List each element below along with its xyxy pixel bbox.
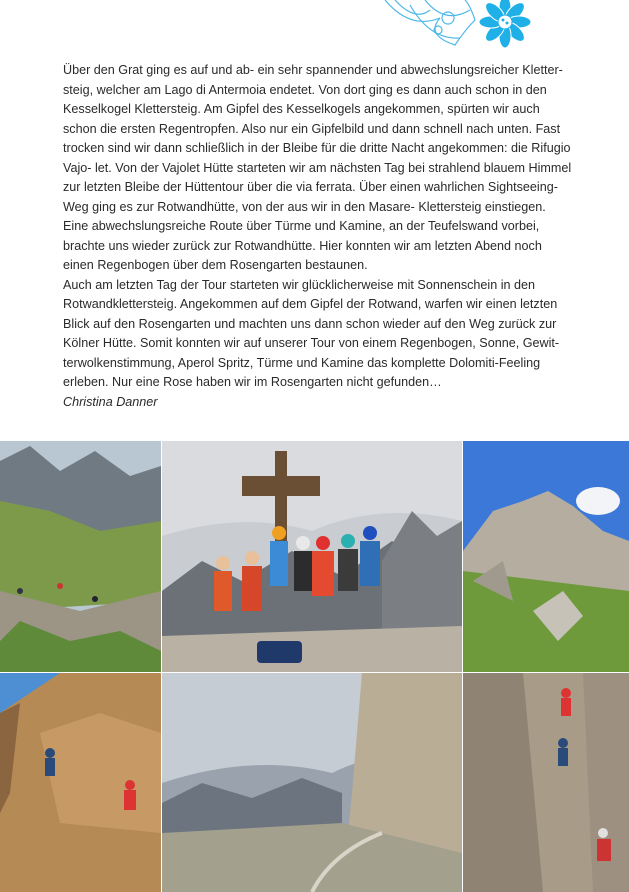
article-paragraph-3: Auch am letzten Tag der Tour starteten wir glücklicherweise mit Sonnenschein in den Rotwandklettersteig. Angekommen auf dem Gipfel der Rotwand, warfen wir einen letzten Blick auf den Rosengarten und machten uns dann schon wieder auf den Weg zurück zur Kölner Hütte. Somit konnten wir auf unserer Tour von einem Regenbogen, Sonne, Gewit- terwolkenstimmung, Aperol Spritz, Türme und Kamine das komplette Dolomiti-Feeling erleben. Nur eine Rose haben wir im Rosengarten nicht gefunden… xyxy=(63,277,560,389)
article-paragraph-1: Über den Grat ging es auf und ab- ein sehr spannender und abwechslungsreicher Kletter- steig, welcher am Lago di Antermoia endetet. Von dort ging es dann auch schon in den Kesselkogel Klettersteig. Am Gipfel des Kesselkogels angekommen, spürten wir auch schon die ersten Regentropfen. Also nur ein Gipfelbild und dann schnell nach unten. Fast trocken sind wir dann schließlich in der Bleibe für die dritte Nacht angekommen: die Rifugio Vajo- let. Von der Vajolet Hütte starteten wir am nächsten Tag bei strahlend blauem Himmel zur letzten Bleibe der Hüttentour über die via ferrata. Über einen wahrlichen Sightseeing-Weg ging es zur Rotwandhütte, von der aus wir in den Masare- Klettersteig einstiegen. xyxy=(63,63,572,214)
edelweiss-icon xyxy=(370,0,550,55)
article-text xyxy=(63,61,573,412)
photo-summit-cross-group xyxy=(162,441,462,672)
photo-collage xyxy=(0,441,629,892)
photo-valley-climbers xyxy=(0,441,161,672)
article-paragraph-2: Eine abwechslungsreiche Route über Türme und Kamine, an der Teufelswand vorbei, brachte uns wieder zurück zur Rotwandhütte. Hier konnten wir am letzten Abend noch einen Regenbogen über dem Rosengarten bestaunen. xyxy=(63,219,542,272)
photo-cloudy-valley xyxy=(162,673,462,892)
photo-vertical-climb xyxy=(463,673,629,892)
article-author: Christina Danner xyxy=(63,394,158,409)
photo-blue-sky-peak xyxy=(463,441,629,672)
photo-rock-wall-climbers xyxy=(0,673,161,892)
